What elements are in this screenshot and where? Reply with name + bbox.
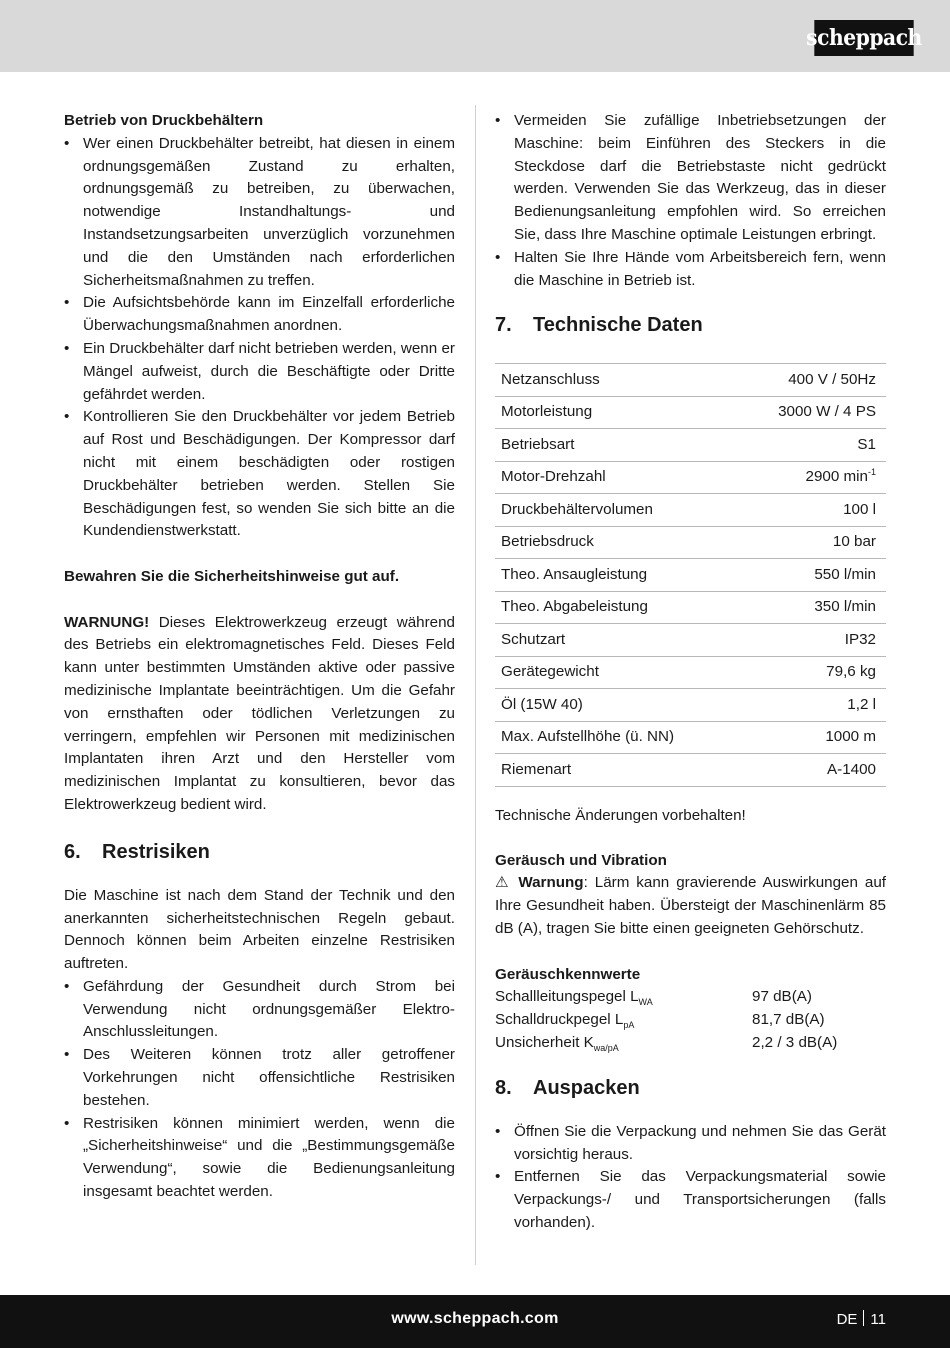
- spec-value: 10 bar: [737, 526, 886, 559]
- list-item-text: Halten Sie Ihre Hände vom Arbeitsbereich fern, wenn die Maschine in Betrieb ist.: [514, 248, 886, 289]
- noise-label-sub: WA: [638, 997, 653, 1008]
- list-item: [64, 133, 455, 293]
- brand-logo: scheppach: [814, 20, 913, 56]
- section-heading-auspacken: [495, 1075, 886, 1101]
- separator: [863, 1310, 864, 1326]
- table-row: [495, 689, 886, 722]
- column-divider: [475, 105, 476, 1265]
- spec-value: 100 l: [737, 494, 886, 527]
- spec-label: Öl (15W 40): [495, 689, 737, 722]
- page-indicator: [837, 1310, 886, 1328]
- spec-label: Motorleistung: [495, 396, 737, 429]
- table-row: [495, 986, 837, 1009]
- list-item: [495, 1121, 886, 1167]
- spec-value: S1: [737, 429, 886, 462]
- spec-value: IP32: [737, 624, 886, 657]
- header-bar: [0, 0, 950, 72]
- bullet-icon: •: [64, 408, 70, 426]
- warning-paragraph: [64, 612, 455, 817]
- restrisiken-list: [64, 976, 455, 1204]
- spec-note: Technische Änderungen vorbehalten!: [495, 806, 746, 824]
- spec-value: 79,6 kg: [737, 656, 886, 689]
- spec-label: Druckbehältervolumen: [495, 494, 737, 527]
- bullet-icon: •: [64, 1046, 70, 1064]
- language-code: DE: [836, 1311, 858, 1328]
- spec-value: 400 V / 50Hz: [737, 364, 886, 397]
- section-heading-technische-daten: [495, 312, 886, 338]
- noise-label-sub: wa/pA: [593, 1043, 619, 1054]
- noise-heading: Geräusch und Vibration: [495, 851, 667, 869]
- spec-value: [737, 461, 886, 494]
- section-number: 6.: [64, 840, 81, 863]
- website-link[interactable]: www.scheppach.com: [391, 1310, 559, 1327]
- list-item: [64, 976, 455, 1044]
- table-row: [495, 1032, 837, 1055]
- noise-label-text: Schalldruckpegel L: [495, 1011, 624, 1029]
- bullet-icon: •: [64, 1114, 70, 1132]
- noise-value: 97 dB(A): [752, 988, 812, 1006]
- list-item-text: Öffnen Sie die Verpackung und nehmen Sie das Gerät vorsichtig heraus.: [514, 1122, 886, 1163]
- noise-warning-text: : Lärm kann gravierende Auswirkungen auf Ihre Gesundheit haben. Übersteigt der Maschinenlärm 85 dB (A), tragen Sie bitte einen geeigneten Gehörschutz.: [495, 874, 886, 938]
- table-row: [495, 494, 886, 527]
- section-title: Auspacken: [533, 1076, 640, 1099]
- table-row: [495, 721, 886, 754]
- section-title: Technische Daten: [533, 314, 703, 337]
- list-item: [64, 1044, 455, 1112]
- table-row: [495, 461, 886, 494]
- betrieb-heading: Betrieb von Druckbehältern: [64, 112, 264, 129]
- noise-value: 81,7 dB(A): [752, 1011, 825, 1029]
- table-row: [495, 624, 886, 657]
- right-column: [495, 110, 886, 1235]
- list-item-text: Kontrollieren Sie den Druckbehälter vor jedem Betrieb auf Rost und Beschädigungen. Der Kompressor darf nicht mit einem beschädigten oder rostigen Druckbehälter betrieben werden. Stellen Sie Beschädigungen fest, so wenden Sie sich bitte an die Kundendienstwerkstatt.: [83, 408, 455, 540]
- list-item-text: Ein Druckbehälter darf nicht betrieben werden, wenn er Mängel aufweist, durch die Beschäftigte oder Dritte gefährdet werden.: [83, 339, 455, 403]
- section-heading-restrisiken: [64, 839, 455, 865]
- list-item-text: Entfernen Sie das Verpackungsmaterial sowie Verpackungs-/ und Transportsicherungen (falls vorhanden).: [514, 1168, 886, 1232]
- left-column: [64, 110, 455, 1204]
- bullet-icon: •: [64, 134, 70, 152]
- spec-value: 550 l/min: [737, 559, 886, 592]
- table-row: [495, 1009, 837, 1032]
- safety-list: [495, 110, 886, 292]
- noise-values-heading: Geräuschkennwerte: [495, 965, 641, 983]
- section-number: 7.: [495, 314, 512, 337]
- noise-value: 2,2 / 3 dB(A): [752, 1034, 838, 1052]
- list-item: [64, 292, 455, 338]
- spec-value: 3000 W / 4 PS: [737, 396, 886, 429]
- spec-label: Gerätegewicht: [495, 656, 737, 689]
- spec-label: Theo. Abgabeleistung: [495, 591, 737, 624]
- bullet-icon: •: [495, 248, 501, 266]
- noise-table: [495, 986, 837, 1054]
- table-row: [495, 656, 886, 689]
- list-item: [64, 406, 455, 543]
- list-item: [64, 1113, 455, 1204]
- page-number: 11: [870, 1311, 886, 1328]
- spec-label: Riemenart: [495, 754, 737, 787]
- spec-value-text: 2900 min: [805, 468, 868, 486]
- betrieb-list: [64, 133, 455, 543]
- list-item-text: Des Weiteren können trotz aller getroffener Vorkehrungen nicht offensichtliche Restrisiken bestehen.: [83, 1046, 455, 1109]
- list-item: [64, 338, 455, 406]
- spec-value-sup: -1: [867, 467, 876, 478]
- spec-value: 350 l/min: [737, 591, 886, 624]
- spec-value: 1000 m: [737, 721, 886, 754]
- table-row: [495, 591, 886, 624]
- noise-warning-label: Warnung: [518, 874, 584, 892]
- section-title: Restrisiken: [102, 840, 210, 863]
- spec-label: Netzanschluss: [495, 364, 737, 397]
- restrisiken-intro: Die Maschine ist nach dem Stand der Technik und den anerkannten sicherheitstechnischen Regeln gebaut. Dennoch können beim Arbeiten einzelne Restrisiken auftreten.: [64, 886, 455, 973]
- section-number: 8.: [495, 1076, 512, 1099]
- noise-label: [495, 1032, 752, 1055]
- spec-label: Schutzart: [495, 624, 737, 657]
- table-row: [495, 559, 886, 592]
- noise-label: [495, 1009, 752, 1032]
- spec-label: Betriebsdruck: [495, 526, 737, 559]
- bullet-icon: •: [64, 977, 70, 995]
- footer-bar: [0, 1295, 950, 1348]
- list-item: [495, 1166, 886, 1234]
- spec-table: [495, 363, 886, 787]
- list-item: [495, 247, 886, 293]
- list-item-text: Wer einen Druckbehälter betreibt, hat diesen in einem ordnungsgemäßen Zustand zu erhalten, ordnungsgemäß zu betreiben, zu überwachen, notwendige Instandhaltungs- und Instandsetzungsarbeiten unverzüglich vorzunehmen und die den Umständen nach erforderlichen Sicherheitsmaßnahmen zu treffen.: [83, 134, 455, 289]
- warning-label: WARNUNG!: [64, 613, 150, 631]
- table-row: [495, 396, 886, 429]
- noise-label: [495, 986, 752, 1009]
- noise-warning: [495, 872, 886, 940]
- bullet-icon: •: [495, 1122, 501, 1140]
- list-item-text: Die Aufsichtsbehörde kann im Einzelfall erforderliche Überwachungsmaßnahmen anordnen.: [83, 294, 455, 335]
- list-item-text: Vermeiden Sie zufällige Inbetriebsetzungen der Maschine: beim Einführen des Steckers in die Steckdose darf die Betriebstaste nicht gedrückt werden. Verwenden Sie das Werkzeug, das in dieser Bedienungsanleitung empfohlen wird. So erreichen Sie, dass Ihre Maschine optimale Leistungen erbringt.: [514, 112, 886, 243]
- spec-label: Betriebsart: [495, 429, 737, 462]
- table-row: [495, 364, 886, 397]
- noise-label-text: Schallleitungspegel L: [495, 988, 639, 1006]
- spec-label: Motor-Drehzahl: [495, 461, 737, 494]
- list-item-text: Restrisiken können minimiert werden, wenn die „Sicherheitshinweise“ und die „Bestimmungsgemäße Verwendung“, sowie die Bedienungsanleitung insgesamt beachtet werden.: [83, 1114, 455, 1201]
- list-item: [495, 110, 886, 247]
- spec-label: Max. Aufstellhöhe (ü. NN): [495, 721, 737, 754]
- list-item-text: Gefährdung der Gesundheit durch Strom bei Verwendung nicht ordnungsgemäßer Elektro-Anschlussleitungen.: [83, 977, 455, 1041]
- noise-label-text: Unsicherheit K: [495, 1034, 594, 1052]
- auspacken-list: [495, 1121, 886, 1235]
- table-row: [495, 754, 886, 787]
- table-row: [495, 526, 886, 559]
- bullet-icon: •: [495, 1168, 501, 1186]
- save-instructions-note: Bewahren Sie die Sicherheitshinweise gut auf.: [64, 567, 400, 585]
- spec-value: A-1400: [737, 754, 886, 787]
- warning-icon: ⚠: [495, 874, 512, 892]
- warning-text: Dieses Elektrowerkzeug erzeugt während des Betriebs ein elektromagnetisches Feld. Dieses Feld kann unter bestimmten Umständen aktive oder passive medizinische Implantate beeinträchtigen. Um die Gefahr von ernsthaften oder tödlichen Verletzungen zu verringern, empfehlen wir Personen mit medizinischen Implantaten ihren Arzt und den Hersteller vom medizinischen Implantat zu konsultieren, bevor das Elektrowerkzeug bedient wird.: [64, 613, 455, 813]
- bullet-icon: •: [495, 112, 501, 129]
- table-row: [495, 429, 886, 462]
- bullet-icon: •: [64, 294, 70, 312]
- bullet-icon: •: [64, 339, 70, 357]
- noise-label-sub: pA: [623, 1020, 635, 1031]
- spec-value: 1,2 l: [737, 689, 886, 722]
- spec-label: Theo. Ansaugleistung: [495, 559, 737, 592]
